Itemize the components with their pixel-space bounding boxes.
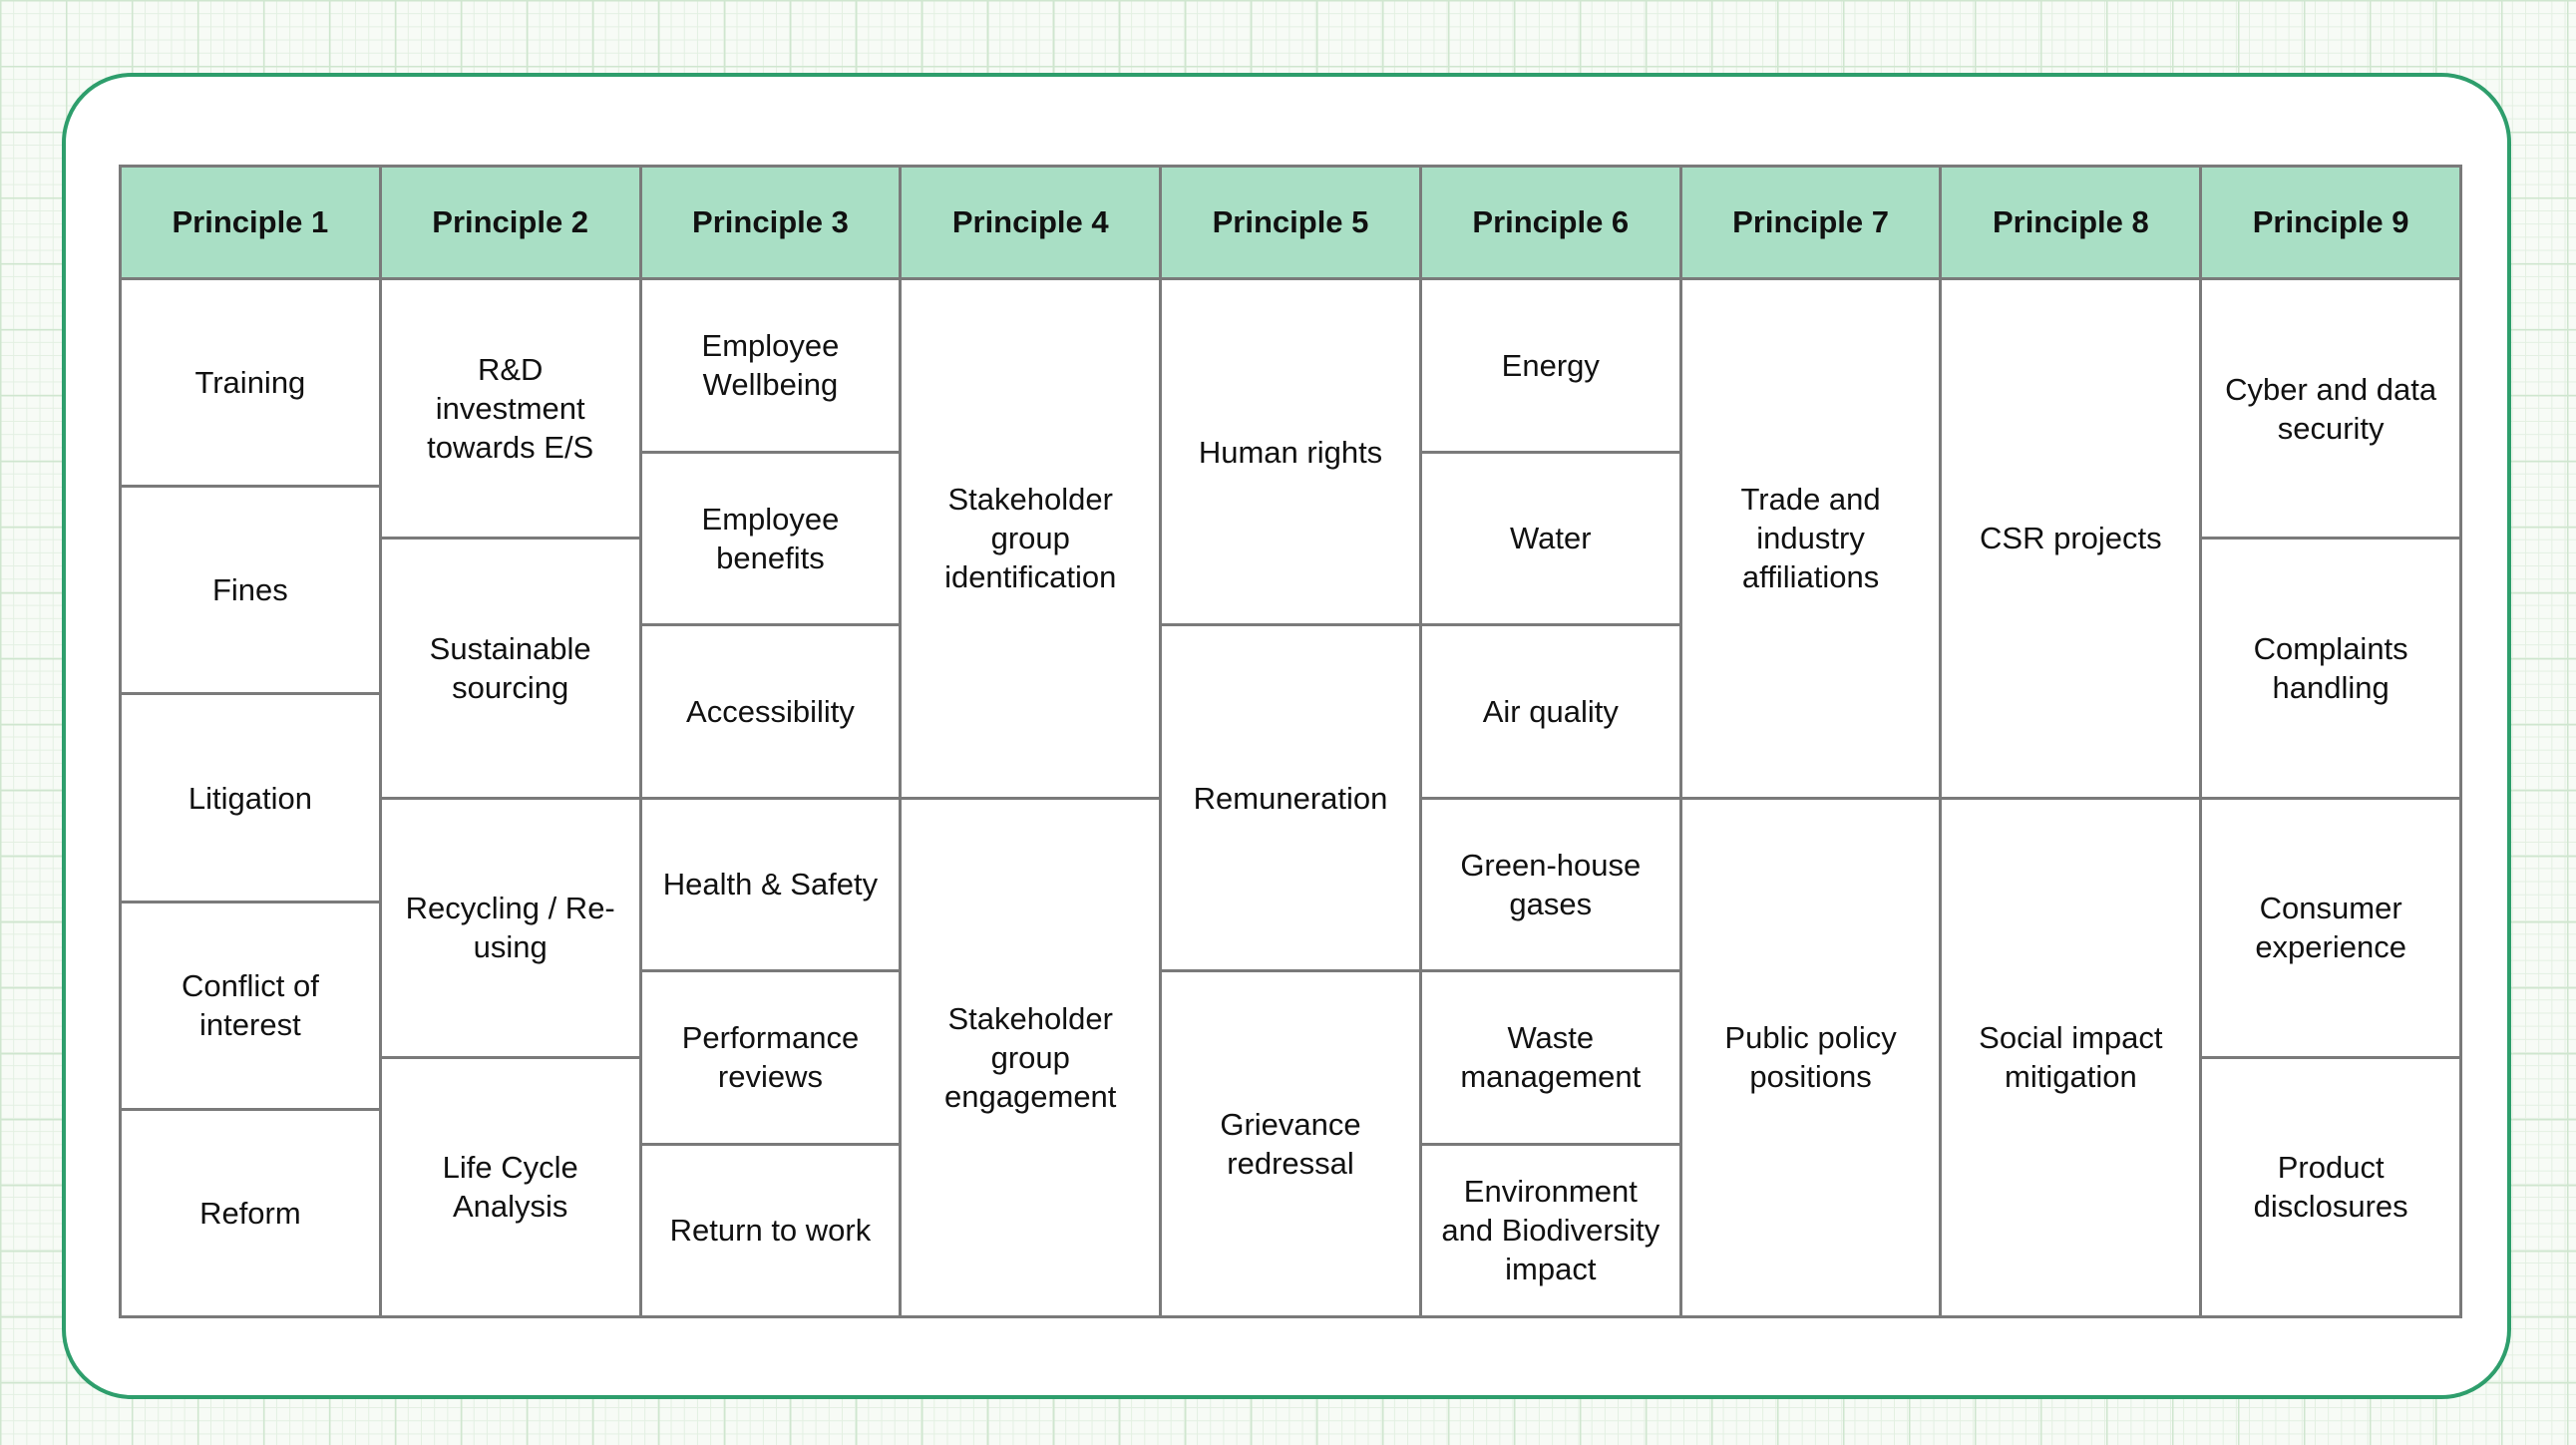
principle-7-item: Public policy positions [1724,1020,1897,1095]
principle-1-header: Principle 1 [122,168,379,280]
principle-5-header: Principle 5 [1162,168,1419,280]
principle-1-item: Reform [199,1195,301,1231]
principle-3-item: Employee Wellbeing [642,280,900,454]
principle-1-column [122,168,382,1315]
principle-7-column [1682,168,1943,1315]
principle-6-column [1422,168,1682,1315]
principle-9-column [2202,168,2459,1315]
principle-2-item: R&D investment towards E/S [382,280,639,540]
principle-5-item: Remuneration [1162,626,1419,972]
principle-5-item: Grievance redressal [1220,1107,1361,1181]
principle-3-item: Health & Safety [642,800,900,973]
principle-4-column [902,168,1162,1315]
principle-3-item: Performance reviews [642,972,900,1146]
principle-9-item: Product disclosures [2253,1150,2408,1225]
principle-3-header: Principle 3 [642,168,900,280]
principle-6-item: Energy [1422,280,1679,454]
principle-2-item: Life Cycle Analysis [442,1150,578,1225]
principle-2-item: Recycling / Re-using [382,800,639,1059]
principle-9-item: Cyber and data security [2202,280,2459,540]
principle-5-column [1162,168,1422,1315]
principle-6-item: Water [1422,454,1679,627]
principle-1-item: Conflict of interest [122,903,379,1111]
principle-4-item: Stakeholder group engagement [944,1000,1117,1114]
principle-8-item: CSR projects [1942,280,2199,800]
principle-8-column [1942,168,2202,1315]
principle-9-item: Consumer experience [2202,800,2459,1059]
principle-1-item: Litigation [122,695,379,903]
principle-1-item: Training [122,280,379,488]
principle-3-item: Accessibility [642,626,900,800]
principle-6-item: Green-house gases [1422,800,1679,973]
principle-3-item: Employee benefits [642,454,900,627]
principle-7-item: Trade and industry affiliations [1682,280,1940,800]
principle-6-header: Principle 6 [1422,168,1679,280]
principle-8-item: Social impact mitigation [1979,1020,2163,1095]
principle-9-item: Complaints handling [2202,540,2459,799]
principle-2-header: Principle 2 [382,168,639,280]
principle-4-item: Stakeholder group identification [902,280,1159,800]
principle-1-item: Fines [122,488,379,695]
principle-7-header: Principle 7 [1682,168,1940,280]
principle-6-item: Waste management [1422,972,1679,1146]
principle-9-header: Principle 9 [2202,168,2459,280]
principle-6-item: Air quality [1422,626,1679,800]
principle-2-column [382,168,642,1315]
principle-8-header: Principle 8 [1942,168,2199,280]
principle-4-header: Principle 4 [902,168,1159,280]
principles-table [119,165,2462,1318]
principle-3-item: Return to work [669,1213,872,1249]
principle-6-item: Environment and Biodiversity impact [1441,1174,1660,1287]
principle-2-item: Sustainable sourcing [382,540,639,799]
principle-3-column [642,168,903,1315]
principle-5-item: Human rights [1162,280,1419,626]
